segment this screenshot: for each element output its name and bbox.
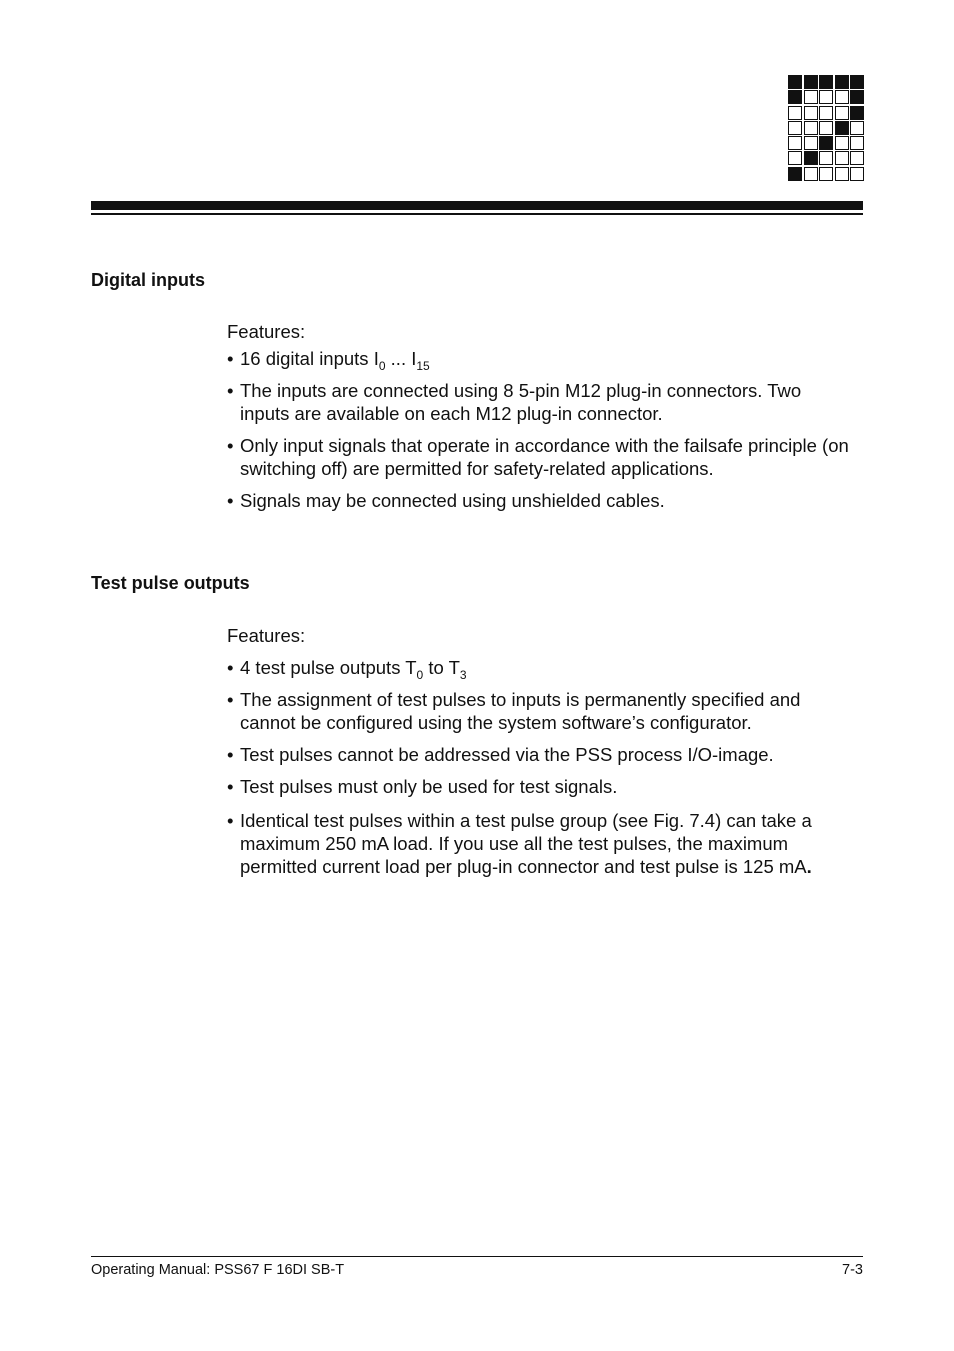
logo-cell	[804, 167, 818, 181]
logo-cell	[804, 121, 818, 135]
bullet-icon: •	[227, 744, 234, 765]
header-rule-thin	[91, 213, 863, 215]
logo-cell	[788, 167, 802, 181]
bullet-icon: •	[227, 435, 234, 456]
logo-cell	[804, 151, 818, 165]
bullet-icon: •	[227, 657, 234, 678]
list-item	[227, 347, 852, 373]
bullet-icon: •	[227, 348, 234, 369]
logo-cell	[835, 151, 849, 165]
list-item-text: Only input signals that operate in accordance with the failsafe principle (on switching off) are permitted for safety-related applications.	[240, 435, 849, 479]
logo-cell	[819, 121, 833, 135]
logo-cell	[819, 167, 833, 181]
header-rule-thick	[91, 201, 863, 210]
logo-cell	[835, 121, 849, 135]
logo-cell	[835, 167, 849, 181]
list-item	[227, 688, 852, 734]
logo-cell	[819, 90, 833, 104]
pilz-logo	[788, 75, 864, 183]
logo-cell	[788, 136, 802, 150]
logo-cell	[819, 151, 833, 165]
logo-cell	[819, 75, 833, 89]
logo-cell	[819, 136, 833, 150]
bullet-icon: •	[227, 776, 234, 797]
list-item	[227, 379, 852, 425]
digital-inputs-heading: Digital inputs	[91, 270, 205, 290]
logo-cell	[835, 90, 849, 104]
logo-cell	[804, 106, 818, 120]
logo-cell	[850, 90, 864, 104]
list-item	[227, 489, 852, 512]
subscript: 3	[459, 668, 467, 682]
bullet-icon: •	[227, 810, 234, 831]
list-item-text: Signals may be connected using unshielded cables.	[240, 490, 665, 511]
list-item-text: to T	[423, 657, 460, 678]
subscript: 0	[416, 668, 424, 682]
logo-cell	[850, 106, 864, 120]
list-item-text: The inputs are connected using 8 5-pin M12 plug-in connectors. Two inputs are available on each M12 plug-in connector.	[240, 380, 802, 424]
list-item	[227, 743, 852, 766]
logo-cell	[850, 121, 864, 135]
logo-cell	[788, 90, 802, 104]
footer-page-number: 7-3	[842, 1262, 863, 1278]
logo-cell	[788, 151, 802, 165]
logo-cell	[788, 121, 802, 135]
list-item-text: The assignment of test pulses to inputs is permanently specified and cannot be configured using the system software’s configurator.	[240, 689, 801, 733]
list-item-text: Test pulses must only be used for test signals.	[240, 776, 618, 797]
bullet-icon: •	[227, 490, 234, 511]
test-pulse-outputs-body	[227, 624, 852, 887]
logo-cell	[835, 136, 849, 150]
logo-cell	[804, 75, 818, 89]
test-pulse-list	[227, 656, 852, 878]
test-pulse-features-label: Features:	[227, 625, 306, 646]
list-item	[227, 656, 852, 682]
test-pulse-outputs-heading: Test pulse outputs	[91, 573, 250, 593]
logo-cell	[788, 106, 802, 120]
logo-cell	[819, 106, 833, 120]
digital-inputs-features-label: Features:	[227, 321, 306, 342]
logo-cell	[788, 75, 802, 89]
logo-cell	[850, 75, 864, 89]
list-item-text: ... I	[385, 348, 417, 369]
list-item-text-end: .	[806, 856, 812, 877]
list-item	[227, 775, 852, 798]
footer-rule	[91, 1256, 863, 1257]
logo-cell	[804, 90, 818, 104]
list-item-text: 4 test pulse outputs T	[240, 657, 417, 678]
bullet-icon: •	[227, 689, 234, 710]
list-item-text: Identical test pulses within a test pulse group (see Fig. 7.4) can take a maximum 250 mA load. If you use all the test pulses, the maximum permitted current load per plug-in connector and test pulse is 125 mA	[240, 810, 812, 877]
subscript: 0	[378, 359, 386, 373]
logo-cell	[804, 136, 818, 150]
logo-cell	[835, 106, 849, 120]
digital-inputs-list	[227, 347, 852, 512]
list-item-text: Test pulses cannot be addressed via the PSS process I/O-image.	[240, 744, 774, 765]
list-item	[227, 434, 852, 480]
subscript: 15	[416, 359, 430, 373]
logo-cell	[850, 136, 864, 150]
bullet-icon: •	[227, 380, 234, 401]
digital-inputs-body	[227, 320, 852, 521]
footer-manual-title: Operating Manual: PSS67 F 16DI SB-T	[91, 1262, 345, 1278]
logo-cell	[850, 167, 864, 181]
logo-cell	[835, 75, 849, 89]
logo-cell	[850, 151, 864, 165]
list-item	[227, 809, 852, 878]
list-item-text: 16 digital inputs I	[240, 348, 379, 369]
